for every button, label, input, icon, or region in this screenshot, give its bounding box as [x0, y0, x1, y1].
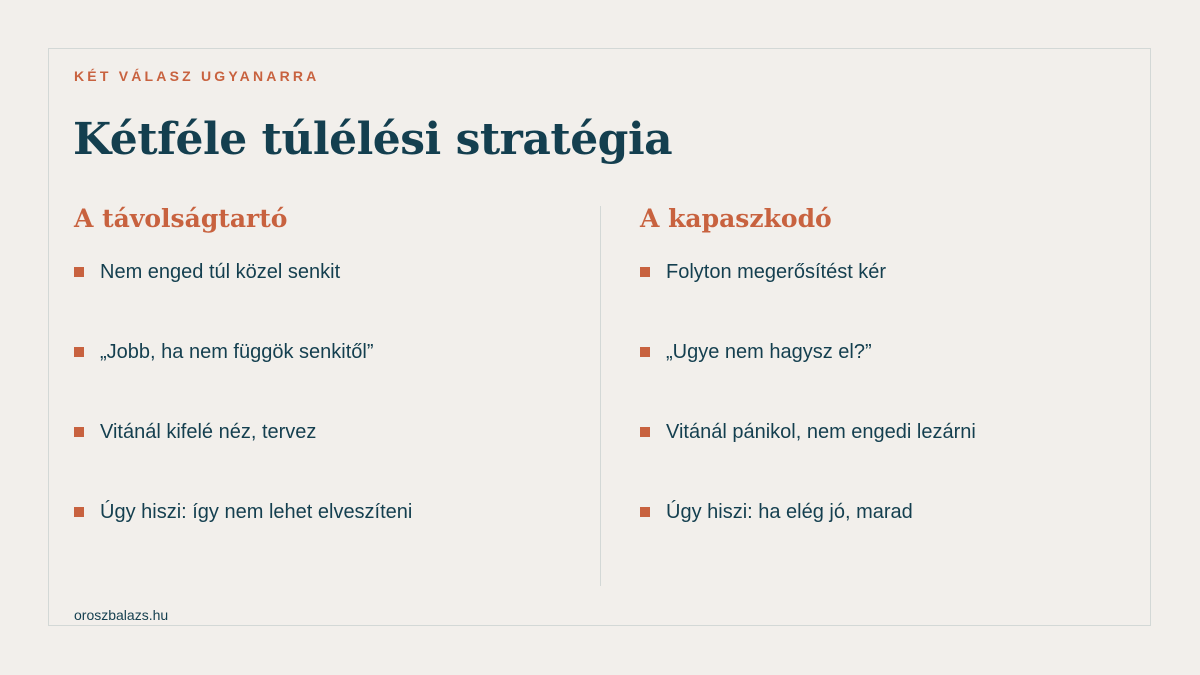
list-item-text: Vitánál pánikol, nem engedi lezárni — [666, 421, 976, 443]
square-bullet-icon — [74, 427, 84, 437]
footer-url: oroszbalazs.hu — [74, 607, 169, 623]
list-item — [640, 420, 976, 444]
square-bullet-icon — [640, 347, 650, 357]
square-bullet-icon — [640, 427, 650, 437]
list-item — [640, 340, 872, 364]
square-bullet-icon — [640, 507, 650, 517]
list-item — [74, 260, 340, 284]
list-item — [74, 500, 412, 524]
left-column — [74, 204, 574, 523]
list-item-text: Úgy hiszi: ha elég jó, marad — [666, 501, 913, 523]
column-divider — [600, 206, 601, 586]
list-item — [640, 260, 886, 284]
square-bullet-icon — [640, 267, 650, 277]
right-column — [640, 204, 1140, 523]
square-bullet-icon — [74, 507, 84, 517]
list-item-text: „Jobb, ha nem függök senkitől” — [100, 341, 374, 363]
square-bullet-icon — [74, 347, 84, 357]
list-item-text: „Ugye nem hagysz el?” — [666, 341, 872, 363]
list-item-text: Nem enged túl közel senkit — [100, 261, 341, 283]
list-item-text: Úgy hiszi: így nem lehet elveszíteni — [100, 501, 413, 523]
page-title: Kétféle túlélési stratégia — [73, 114, 673, 165]
square-bullet-icon — [74, 267, 84, 277]
right-column-heading: A kapaszkodó — [640, 204, 832, 233]
list-item — [74, 340, 374, 364]
list-item-text: Vitánál kifelé néz, tervez — [100, 421, 317, 443]
list-item — [74, 420, 316, 444]
list-item-text: Folyton megerősítést kér — [666, 261, 887, 283]
left-column-heading: A távolságtartó — [74, 204, 288, 233]
eyebrow-label: KÉT VÁLASZ UGYANARRA — [74, 68, 320, 84]
list-item — [640, 500, 913, 524]
